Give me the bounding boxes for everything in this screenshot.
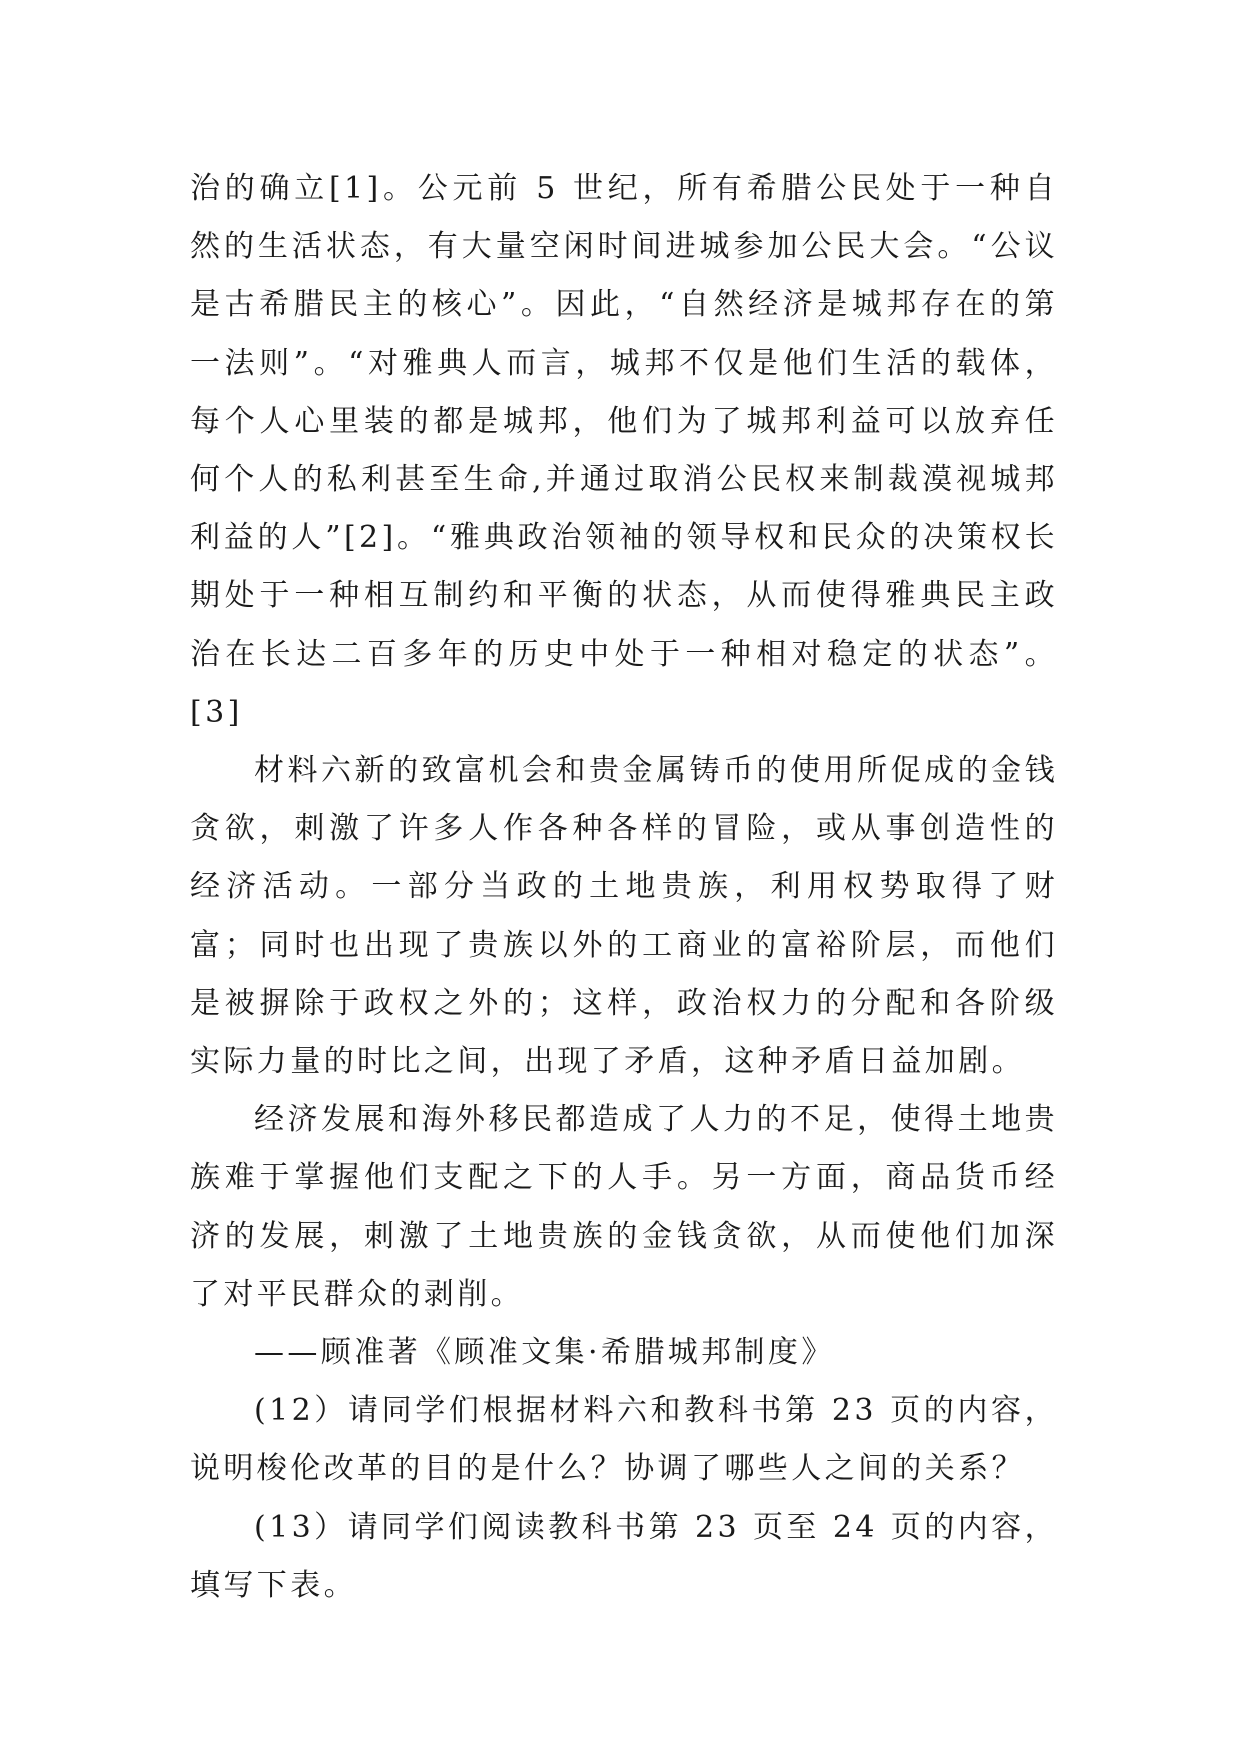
source-citation: ——顾准著《顾准文集·希腊城邦制度》 bbox=[254, 1335, 835, 1371]
paragraph-continuation: 治的确立[1]。公元前 5 世纪，所有希腊公民处于一种自然的生活状态，有大量空闲时间进城参加公民大会。“公议是古希腊民主的核心”。因此，“自然经济是城邦存在的第一法则”。“对雅典人而言，城邦不仅是他们生活的载体，每个人心里装的都是城邦，他们为了城邦利益可以放弃任何个人的私利甚至生命,并通过取消公民权来制裁漠视城邦利益的人”[2]。“雅典政治领袖的领导权和民众的决策权长期处于一种相互制约和平衡的状态，从而使得雅典民主政治在长达二百多年的历史中处于一种相对稳定的状态”。[3] bbox=[190, 171, 1058, 730]
body-text bbox=[190, 160, 1058, 1615]
question-13: (13）请同学们阅读教科书第 23 页至 24 页的内容，填写下表。 bbox=[190, 1509, 1058, 1603]
paragraph-economic-development: 经济发展和海外移民都造成了人力的不足，使得土地贵族难于掌握他们支配之下的人手。另一方面，商品货币经济的发展，刺激了土地贵族的金钱贪欲，从而使他们加深了对平民群众的剥削。 bbox=[190, 1102, 1058, 1312]
question-12: (12）请同学们根据材料六和教科书第 23 页的内容，说明梭伦改革的目的是什么？协调了哪些人之间的关系？ bbox=[190, 1393, 1058, 1487]
paragraph-material-six: 材料六新的致富机会和贵金属铸币的使用所促成的金钱贪欲，刺激了许多人作各种各样的冒险，或从事创造性的经济活动。一部分当政的土地贵族，利用权势取得了财富；同时也出现了贵族以外的工商业的富裕阶层，而他们是被摒除于政权之外的；这样，政治权力的分配和各阶级实际力量的时比之间，出现了矛盾，这种矛盾日益加剧。 bbox=[190, 753, 1058, 1080]
